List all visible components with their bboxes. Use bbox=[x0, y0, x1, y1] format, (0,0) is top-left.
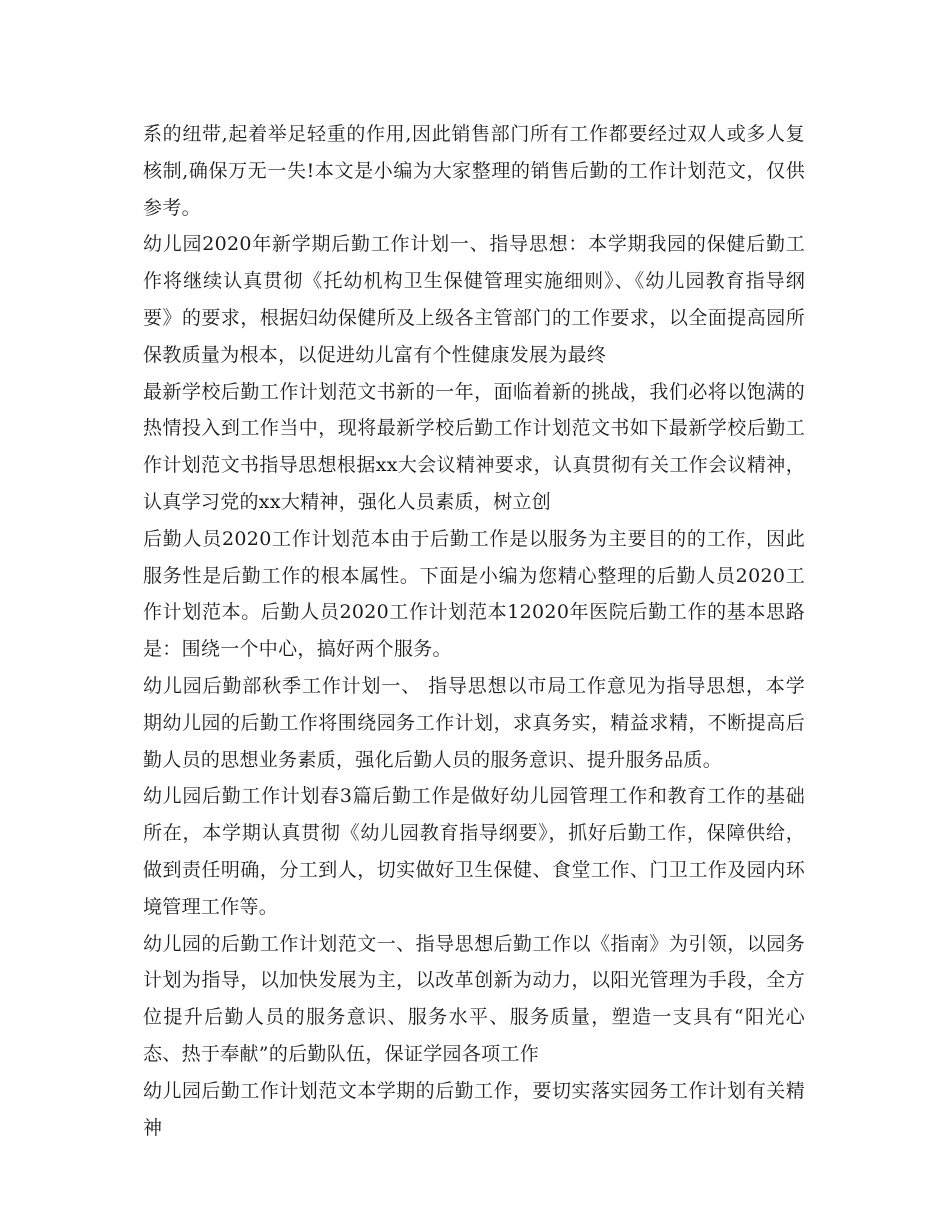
paragraph-5: 幼儿园后勤部秋季工作计划一、 指导思想以市局工作意见为指导思想，本学期幼儿园的后勤工作将围绕园务工作计划，求真务实，精益求精，不断提高后勤人员的思想业务素质，强化后勤人员的服务意识、提升服务品质。 bbox=[143, 674, 805, 771]
paragraph-8: 幼儿园后勤工作计划范文本学期的后勤工作，要切实落实园务工作计划有关精神 bbox=[143, 1079, 805, 1139]
paragraph-7: 幼儿园的后勤工作计划范文一、指导思想后勤工作以《指南》为引领，以园务计划为指导，以加快发展为主，以改革创新为动力，以阳光管理为手段，全方位提升后勤人员的服务意识、服务水平、服务质量，塑造一支具有“阳光心态、热于奉献”的后勤队伍，保证学园各项工作 bbox=[143, 932, 805, 1065]
paragraph-3: 最新学校后勤工作计划范文书新的一年，面临着新的挑战，我们必将以饱满的热情投入到工作当中，现将最新学校后勤工作计划范文书如下最新学校后勤工作计划范文书指导思想根据xx大会议精神要求，认真贯彻有关工作会议精神，认真学习党的xx大精神，强化人员素质，树立创 bbox=[143, 380, 805, 513]
document-body bbox=[143, 116, 805, 1146]
paragraph-6: 幼儿园后勤工作计划春3篇后勤工作是做好幼儿园管理工作和教育工作的基础所在，本学期认真贯彻《幼儿园教育指导纲要》，抓好后勤工作，保障供给，做到责任明确，分工到人，切实做好卫生保健、食堂工作、门卫工作及园内环境管理工作等。 bbox=[143, 785, 805, 918]
paragraph-1: 系的纽带,起着举足轻重的作用,因此销售部门所有工作都要经过双人或多人复核制,确保万无一失!本文是小编为大家整理的销售后勤的工作计划范文，仅供参考。 bbox=[143, 123, 805, 219]
paragraph-4: 后勤人员2020工作计划范本由于后勤工作是以服务为主要目的的工作，因此服务性是后勤工作的根本属性。下面是小编为您精心整理的后勤人员2020工作计划范本。后勤人员2020工作计划范本12020年医院后勤工作的基本思路是：围绕一个中心，搞好两个服务。 bbox=[143, 527, 805, 661]
paragraph-2: 幼儿园2020年新学期后勤工作计划一、指导思想：本学期我园的保健后勤工作将继续认真贯彻《托幼机构卫生保健管理实施细则》、《幼儿园教育指导纲要》的要求，根据妇幼保健所及上级各主管部门的工作要求，以全面提高园所保教质量为根本，以促进幼儿富有个性健康发展为最终 bbox=[143, 233, 805, 366]
